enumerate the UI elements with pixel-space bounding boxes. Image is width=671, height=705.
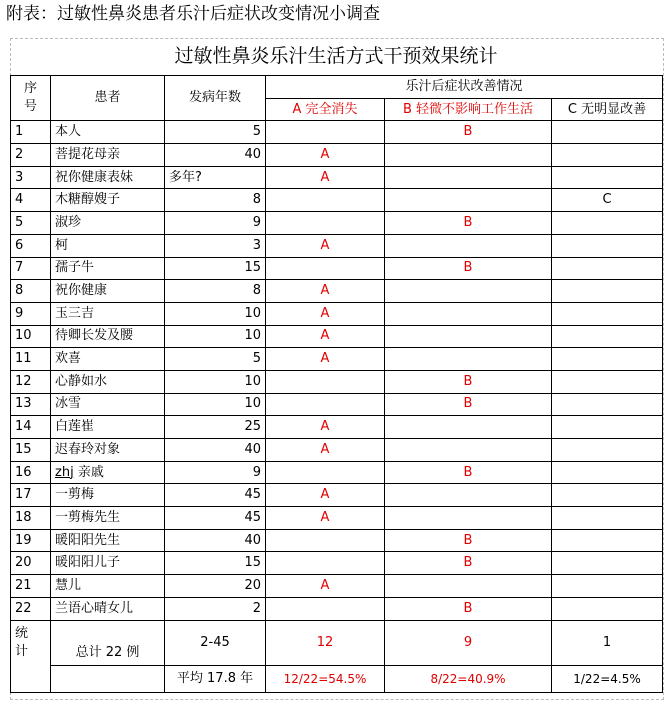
patient-name: 木糖醇嫂子 (51, 189, 165, 212)
stats-c-count: 1 (552, 620, 663, 665)
result-b (385, 234, 552, 257)
header-patient: 患者 (51, 76, 165, 121)
patient-name: 一剪梅先生 (51, 507, 165, 530)
header-b: B 轻微不影响工作生活 (385, 98, 552, 121)
result-b: B (385, 552, 552, 575)
result-c (552, 234, 663, 257)
row-number: 1 (11, 121, 51, 144)
result-a (266, 189, 385, 212)
header-years: 发病年数 (165, 76, 266, 121)
patient-name: 祝你健康表妹 (51, 166, 165, 189)
result-b (385, 325, 552, 348)
patient-name: 菩提花母亲 (51, 144, 165, 167)
patient-name: 迟春玲对象 (51, 439, 165, 462)
onset-years: 2 (165, 597, 266, 620)
patient-name: 一剪梅 (51, 484, 165, 507)
result-b (385, 575, 552, 598)
result-a (266, 393, 385, 416)
table-row (11, 439, 663, 462)
table-row (11, 575, 663, 598)
result-a: A (266, 507, 385, 530)
stats-label-bottom: 计 (15, 643, 29, 659)
onset-years: 45 (165, 484, 266, 507)
patient-name: 祝你健康 (51, 280, 165, 303)
patient-name: 慧儿 (51, 575, 165, 598)
result-c: C (552, 189, 663, 212)
result-b (385, 302, 552, 325)
table-row (11, 280, 663, 303)
onset-years: 3 (165, 234, 266, 257)
onset-years: 15 (165, 257, 266, 280)
patient-name: 暖阳阳儿子 (51, 552, 165, 575)
patient-name: 冰雪 (51, 393, 165, 416)
result-b: B (385, 121, 552, 144)
result-c (552, 461, 663, 484)
row-number: 12 (11, 370, 51, 393)
row-number: 14 (11, 416, 51, 439)
stats-label-top: 统 (15, 625, 29, 641)
table-row (11, 552, 663, 575)
row-number: 10 (11, 325, 51, 348)
table-row (11, 348, 663, 371)
header-c: C 无明显改善 (552, 98, 663, 121)
patient-name: 淑珍 (51, 212, 165, 235)
result-a: A (266, 575, 385, 598)
patient-name: 待卿长发及腰 (51, 325, 165, 348)
result-c (552, 529, 663, 552)
table-row (11, 325, 663, 348)
onset-years: 9 (165, 461, 266, 484)
header-no-bottom: 号 (23, 99, 37, 115)
stats-total-text: 总计 22 例 (75, 644, 140, 660)
stats-total (51, 620, 165, 665)
result-b (385, 507, 552, 530)
result-c (552, 121, 663, 144)
stats-b-pct: 8/22=40.9% (385, 665, 552, 692)
patient-name-rest: 亲戚 (73, 464, 104, 480)
onset-years: 45 (165, 507, 266, 530)
result-b (385, 439, 552, 462)
row-number: 17 (11, 484, 51, 507)
header-a: A 完全消失 (266, 98, 385, 121)
onset-years: 40 (165, 144, 266, 167)
result-c (552, 257, 663, 280)
onset-years: 40 (165, 439, 266, 462)
onset-years: 40 (165, 529, 266, 552)
row-number: 13 (11, 393, 51, 416)
table-row (11, 416, 663, 439)
table-row (11, 484, 663, 507)
row-number: 18 (11, 507, 51, 530)
result-b (385, 348, 552, 371)
result-a (266, 597, 385, 620)
result-c (552, 575, 663, 598)
result-a: A (266, 439, 385, 462)
result-c (552, 484, 663, 507)
header-no-top: 序 (23, 81, 37, 97)
result-b: B (385, 461, 552, 484)
stats-b-count: 9 (385, 620, 552, 665)
onset-years: 多年? (165, 166, 266, 189)
result-a (266, 121, 385, 144)
patient-name (51, 461, 165, 484)
patient-name: 本人 (51, 121, 165, 144)
patient-name: 柯 (51, 234, 165, 257)
result-c (552, 212, 663, 235)
onset-years: 5 (165, 121, 266, 144)
stats-row (11, 620, 663, 665)
row-number: 4 (11, 189, 51, 212)
result-c (552, 370, 663, 393)
onset-years: 9 (165, 212, 266, 235)
patient-name: 白莲崔 (51, 416, 165, 439)
result-a (266, 552, 385, 575)
result-c (552, 280, 663, 303)
page-heading: 附表：过敏性鼻炎患者乐汁后症状改变情况小调查 (6, 4, 380, 24)
result-c (552, 439, 663, 462)
onset-years: 15 (165, 552, 266, 575)
stats-range: 2-45 (165, 620, 266, 665)
result-a: A (266, 484, 385, 507)
onset-years: 10 (165, 370, 266, 393)
onset-years: 10 (165, 325, 266, 348)
table-body (11, 76, 663, 693)
header-no (11, 76, 51, 121)
result-c (552, 416, 663, 439)
stats-label (11, 620, 51, 692)
patient-name: 欢喜 (51, 348, 165, 371)
result-a (266, 257, 385, 280)
result-b (385, 166, 552, 189)
result-a (266, 370, 385, 393)
result-a: A (266, 348, 385, 371)
onset-years: 10 (165, 302, 266, 325)
row-number: 7 (11, 257, 51, 280)
result-b (385, 144, 552, 167)
result-b: B (385, 257, 552, 280)
result-c (552, 348, 663, 371)
row-number: 16 (11, 461, 51, 484)
row-number: 19 (11, 529, 51, 552)
result-a: A (266, 302, 385, 325)
table-row (11, 212, 663, 235)
result-a: A (266, 325, 385, 348)
row-number: 15 (11, 439, 51, 462)
table-row (11, 166, 663, 189)
result-a (266, 461, 385, 484)
row-number: 9 (11, 302, 51, 325)
patient-name: 兰语心晴女儿 (51, 597, 165, 620)
onset-years: 20 (165, 575, 266, 598)
table-row (11, 597, 663, 620)
onset-years: 8 (165, 280, 266, 303)
table-row (11, 370, 663, 393)
onset-years: 10 (165, 393, 266, 416)
table-row (11, 507, 663, 530)
table-title: 过敏性鼻炎乐汁生活方式干预效果统计 (174, 45, 498, 67)
patient-name: 暖阳阳先生 (51, 529, 165, 552)
stats-row-percent (11, 665, 663, 692)
stats-a-count: 12 (266, 620, 385, 665)
onset-years: 8 (165, 189, 266, 212)
result-c (552, 507, 663, 530)
row-number: 6 (11, 234, 51, 257)
result-a: A (266, 416, 385, 439)
result-a: A (266, 166, 385, 189)
table-row (11, 461, 663, 484)
stats-c-pct: 1/22=4.5% (552, 665, 663, 692)
result-a: A (266, 280, 385, 303)
result-a (266, 212, 385, 235)
header-row-1 (11, 76, 663, 99)
row-number: 22 (11, 597, 51, 620)
patient-name: 心静如水 (51, 370, 165, 393)
table-row (11, 234, 663, 257)
patient-name: 孺子牛 (51, 257, 165, 280)
patient-name-prefix: zhj (55, 464, 74, 480)
result-c (552, 393, 663, 416)
result-c (552, 302, 663, 325)
result-c (552, 597, 663, 620)
onset-years: 25 (165, 416, 266, 439)
table-row (11, 257, 663, 280)
stats-average: 平均 17.8 年 (165, 665, 266, 692)
row-number: 11 (11, 348, 51, 371)
result-b: B (385, 529, 552, 552)
table-row (11, 393, 663, 416)
result-b (385, 416, 552, 439)
result-c (552, 166, 663, 189)
row-number: 5 (11, 212, 51, 235)
result-b: B (385, 597, 552, 620)
result-a (266, 529, 385, 552)
row-number: 2 (11, 144, 51, 167)
results-table (10, 75, 663, 693)
row-number: 20 (11, 552, 51, 575)
table-row (11, 302, 663, 325)
result-b (385, 280, 552, 303)
result-a: A (266, 234, 385, 257)
onset-years: 5 (165, 348, 266, 371)
table-row (11, 189, 663, 212)
result-b: B (385, 212, 552, 235)
patient-name: 玉三吉 (51, 302, 165, 325)
result-b (385, 484, 552, 507)
result-c (552, 325, 663, 348)
table-row (11, 144, 663, 167)
result-a: A (266, 144, 385, 167)
result-b: B (385, 370, 552, 393)
result-b (385, 189, 552, 212)
row-number: 21 (11, 575, 51, 598)
row-number: 3 (11, 166, 51, 189)
table-row (11, 121, 663, 144)
result-c (552, 144, 663, 167)
result-c (552, 552, 663, 575)
result-b: B (385, 393, 552, 416)
header-improvement-group: 乐汁后症状改善情况 (266, 76, 663, 99)
stats-a-pct: 12/22=54.5% (266, 665, 385, 692)
stats-empty (51, 665, 165, 692)
row-number: 8 (11, 280, 51, 303)
table-row (11, 529, 663, 552)
